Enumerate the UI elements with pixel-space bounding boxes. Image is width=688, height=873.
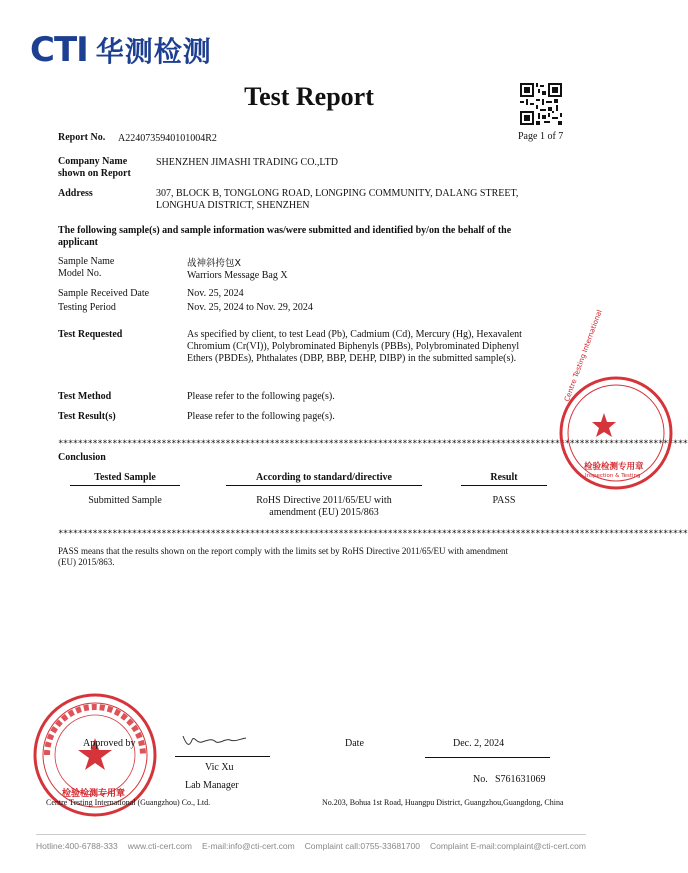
- seal-cn-bottom: 检验检测专用章: [62, 789, 126, 799]
- signer-name: Vic Xu: [205, 762, 234, 773]
- footer-email-link[interactable]: E-mail:info@cti-cert.com: [201, 841, 295, 851]
- report-no-label: Report No.: [58, 132, 106, 143]
- logo-text: CTI: [30, 30, 88, 70]
- result-value: Please refer to the following page(s).: [187, 411, 335, 422]
- intro-line2: applicant: [58, 237, 99, 248]
- stamp-small-bottom: Inspection & Testing: [585, 473, 641, 479]
- address-line1: 307, BLOCK B, TONGLONG ROAD, LONGPING COMMUNITY, DALANG STREET,: [156, 188, 519, 199]
- date-line: [425, 757, 550, 758]
- page-title: Test Report: [244, 82, 374, 111]
- report-no-value: A2240735940101004R2: [118, 133, 217, 144]
- method-label: Test Method: [58, 391, 112, 402]
- signer-title: Lab Manager: [185, 780, 239, 791]
- stamp-small-cn: 检验检测专用章: [584, 462, 644, 472]
- qr-code-icon: [520, 83, 562, 125]
- lab-address: No.203, Bohua 1st Road, Huangpu District, Guangzhou,Guangdong, China: [322, 798, 564, 807]
- period-label: Testing Period: [58, 302, 116, 313]
- pass-note-line2: (EU) 2015/863.: [58, 557, 115, 567]
- separator-stars: ********************************************************************************************************************************: [58, 439, 688, 449]
- address-line2: LONGHUA DISTRICT, SHENZHEN: [156, 200, 310, 211]
- signature-line: [175, 756, 270, 757]
- footer-hotline: Hotline:400-6788-333: [36, 841, 118, 851]
- company-value: SHENZHEN JIMASHI TRADING CO.,LTD: [156, 157, 338, 168]
- certificate-no-label: No.: [473, 774, 488, 785]
- row-result: PASS: [492, 495, 516, 506]
- footer: [36, 841, 586, 851]
- footer-complaint-email-link[interactable]: Complaint E-mail:complaint@cti-cert.com: [429, 841, 586, 851]
- footer-divider: [36, 834, 586, 835]
- model-value: Warriors Message Bag X: [187, 270, 288, 281]
- requested-line1: As specified by client, to test Lead (Pb), Cadmium (Cd), Mercury (Hg), Hexavalent: [187, 329, 522, 340]
- col-result: Result: [461, 472, 547, 486]
- date-value: Dec. 2, 2024: [453, 738, 505, 749]
- company-logo: [30, 30, 212, 70]
- method-value: Please refer to the following page(s).: [187, 391, 335, 402]
- stamp-small-en: Centre Testing International: [563, 308, 604, 403]
- separator-stars-2: ********************************************************************************************************************************: [58, 529, 688, 539]
- row-standard-line1: RoHS Directive 2011/65/EU with: [256, 495, 392, 506]
- address-label: Address: [58, 188, 93, 199]
- model-label: Model No.: [58, 268, 102, 279]
- approved-by-label: Approved by: [83, 738, 136, 749]
- footer-complaint-call: Complaint call:0755-33681700: [304, 841, 420, 851]
- conclusion-heading: Conclusion: [58, 452, 106, 463]
- requested-line3: Ethers (PBDEs), Phthalates (DBP, BBP, DEHP, DIBP) in the submitted sample(s).: [187, 353, 517, 364]
- page-number: Page 1 of 7: [518, 131, 564, 142]
- received-value: Nov. 25, 2024: [187, 288, 244, 299]
- result-label: Test Result(s): [58, 411, 116, 422]
- col-standard: According to standard/directive: [226, 472, 422, 486]
- company-label: Company Name shown on Report: [58, 156, 131, 179]
- footer-website-link[interactable]: www.cti-cert.com: [127, 841, 192, 851]
- sample-name-label: Sample Name: [58, 256, 115, 267]
- col-tested-sample: Tested Sample: [70, 472, 180, 486]
- company-name: Centre Testing International (Guangzhou) Co., Ltd.: [46, 798, 211, 807]
- requested-label: Test Requested: [58, 329, 123, 340]
- requested-line2: Chromium (Cr(VI)), Polybrominated Biphenyls (PBBs), Polybrominated Diphenyl: [187, 341, 520, 352]
- received-label: Sample Received Date: [58, 288, 150, 299]
- pass-note-line1: PASS means that the results shown on the report comply with the limits set by RoHS Directive 2011/65/EU with amendment: [58, 546, 509, 556]
- date-label: Date: [345, 738, 364, 749]
- signature-icon: [180, 730, 250, 752]
- period-value: Nov. 25, 2024 to Nov. 29, 2024: [187, 302, 313, 313]
- intro-line1: The following sample(s) and sample information was/were submitted and identified by/on the behalf of the: [58, 225, 512, 236]
- certificate-no-value: S761631069: [495, 774, 546, 785]
- sample-name-value: 战神斜挎包X: [187, 258, 242, 269]
- row-standard-line2: amendment (EU) 2015/863: [269, 507, 379, 518]
- logo-chinese-text: 华测检测: [95, 35, 212, 68]
- row-sample: Submitted Sample: [88, 495, 162, 506]
